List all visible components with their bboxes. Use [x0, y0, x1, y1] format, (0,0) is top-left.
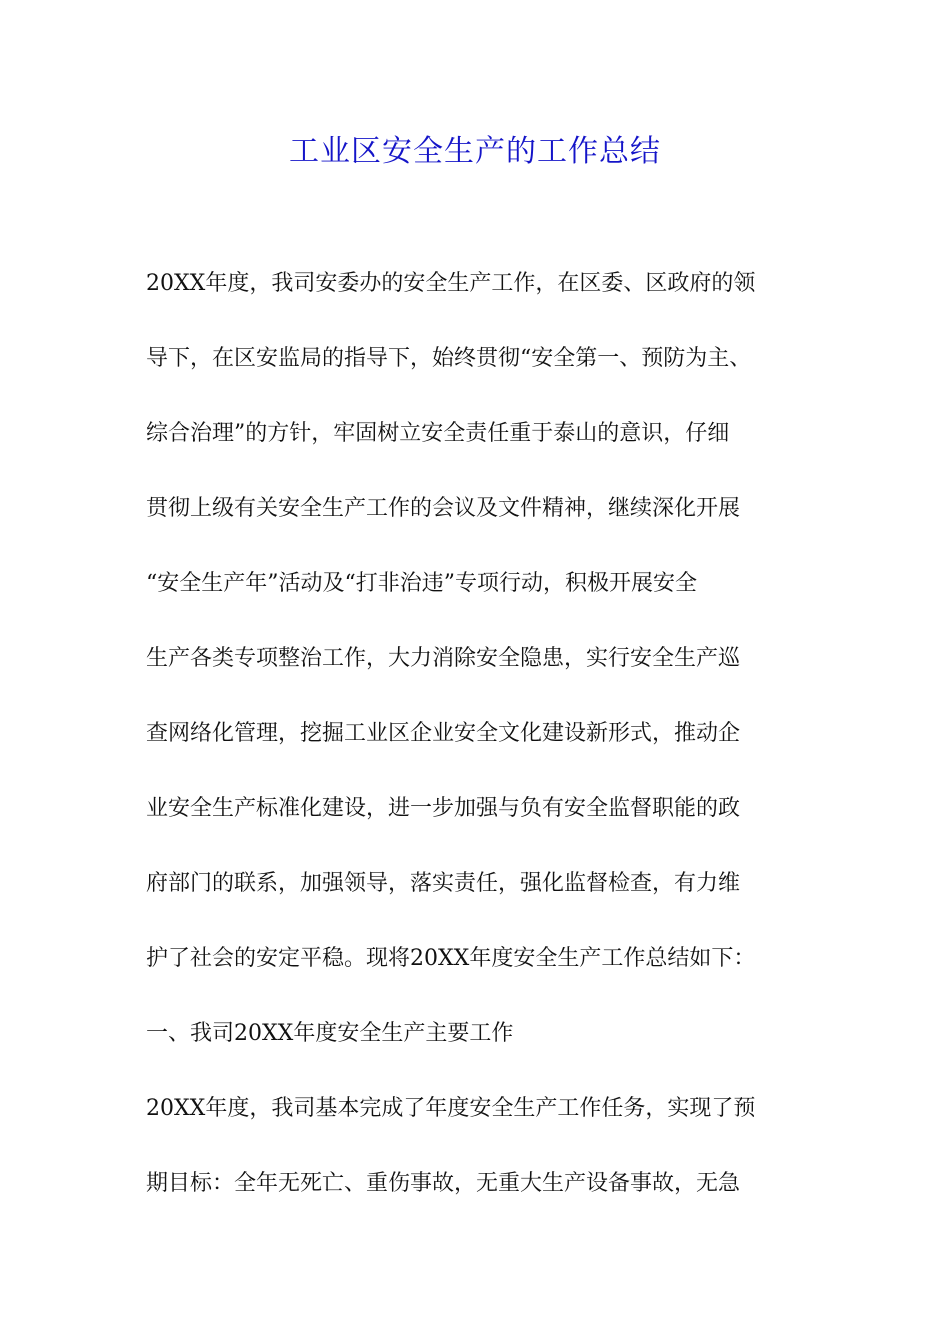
body-line-12: 20XX年度，我司基本完成了年度安全生产工作任务，实现了预: [146, 1096, 756, 1121]
body-line-1: 20XX年度，我司安委办的安全生产工作，在区委、区政府的领: [146, 271, 756, 296]
body-line-10: 护了社会的安定平稳。现将20XX年度安全生产工作总结如下：: [146, 946, 756, 971]
body-line-8: 业安全生产标准化建设，进一步加强与负有安全监督职能的政: [146, 796, 741, 821]
body-line-4: 贯彻上级有关安全生产工作的会议及文件精神，继续深化开展: [146, 496, 741, 521]
document-body: [146, 260, 814, 1235]
body-line-13: 期目标：全年无死亡、重伤事故，无重大生产设备事故，无急: [146, 1171, 741, 1196]
body-line-7: 查网络化管理，挖掘工业区企业安全文化建设新形式，推动企: [146, 721, 741, 746]
body-line-5: “安全生产年”活动及“打非治违”专项行动，积极开展安全: [146, 571, 697, 596]
document-title: 工业区安全生产的工作总结: [289, 134, 661, 169]
body-line-3: 综合治理”的方针，牢固树立安全责任重于泰山的意识，仔细: [146, 421, 730, 446]
body-line-9: 府部门的联系，加强领导，落实责任，强化监督检查，有力维: [146, 871, 741, 896]
body-line-6: 生产各类专项整治工作，大力消除安全隐患，实行安全生产巡: [146, 646, 741, 671]
section-heading: 一、我司20XX年度安全生产主要工作: [146, 1021, 514, 1046]
body-line-2: 导下，在区安监局的指导下，始终贯彻“安全第一、预防为主、: [146, 346, 752, 371]
